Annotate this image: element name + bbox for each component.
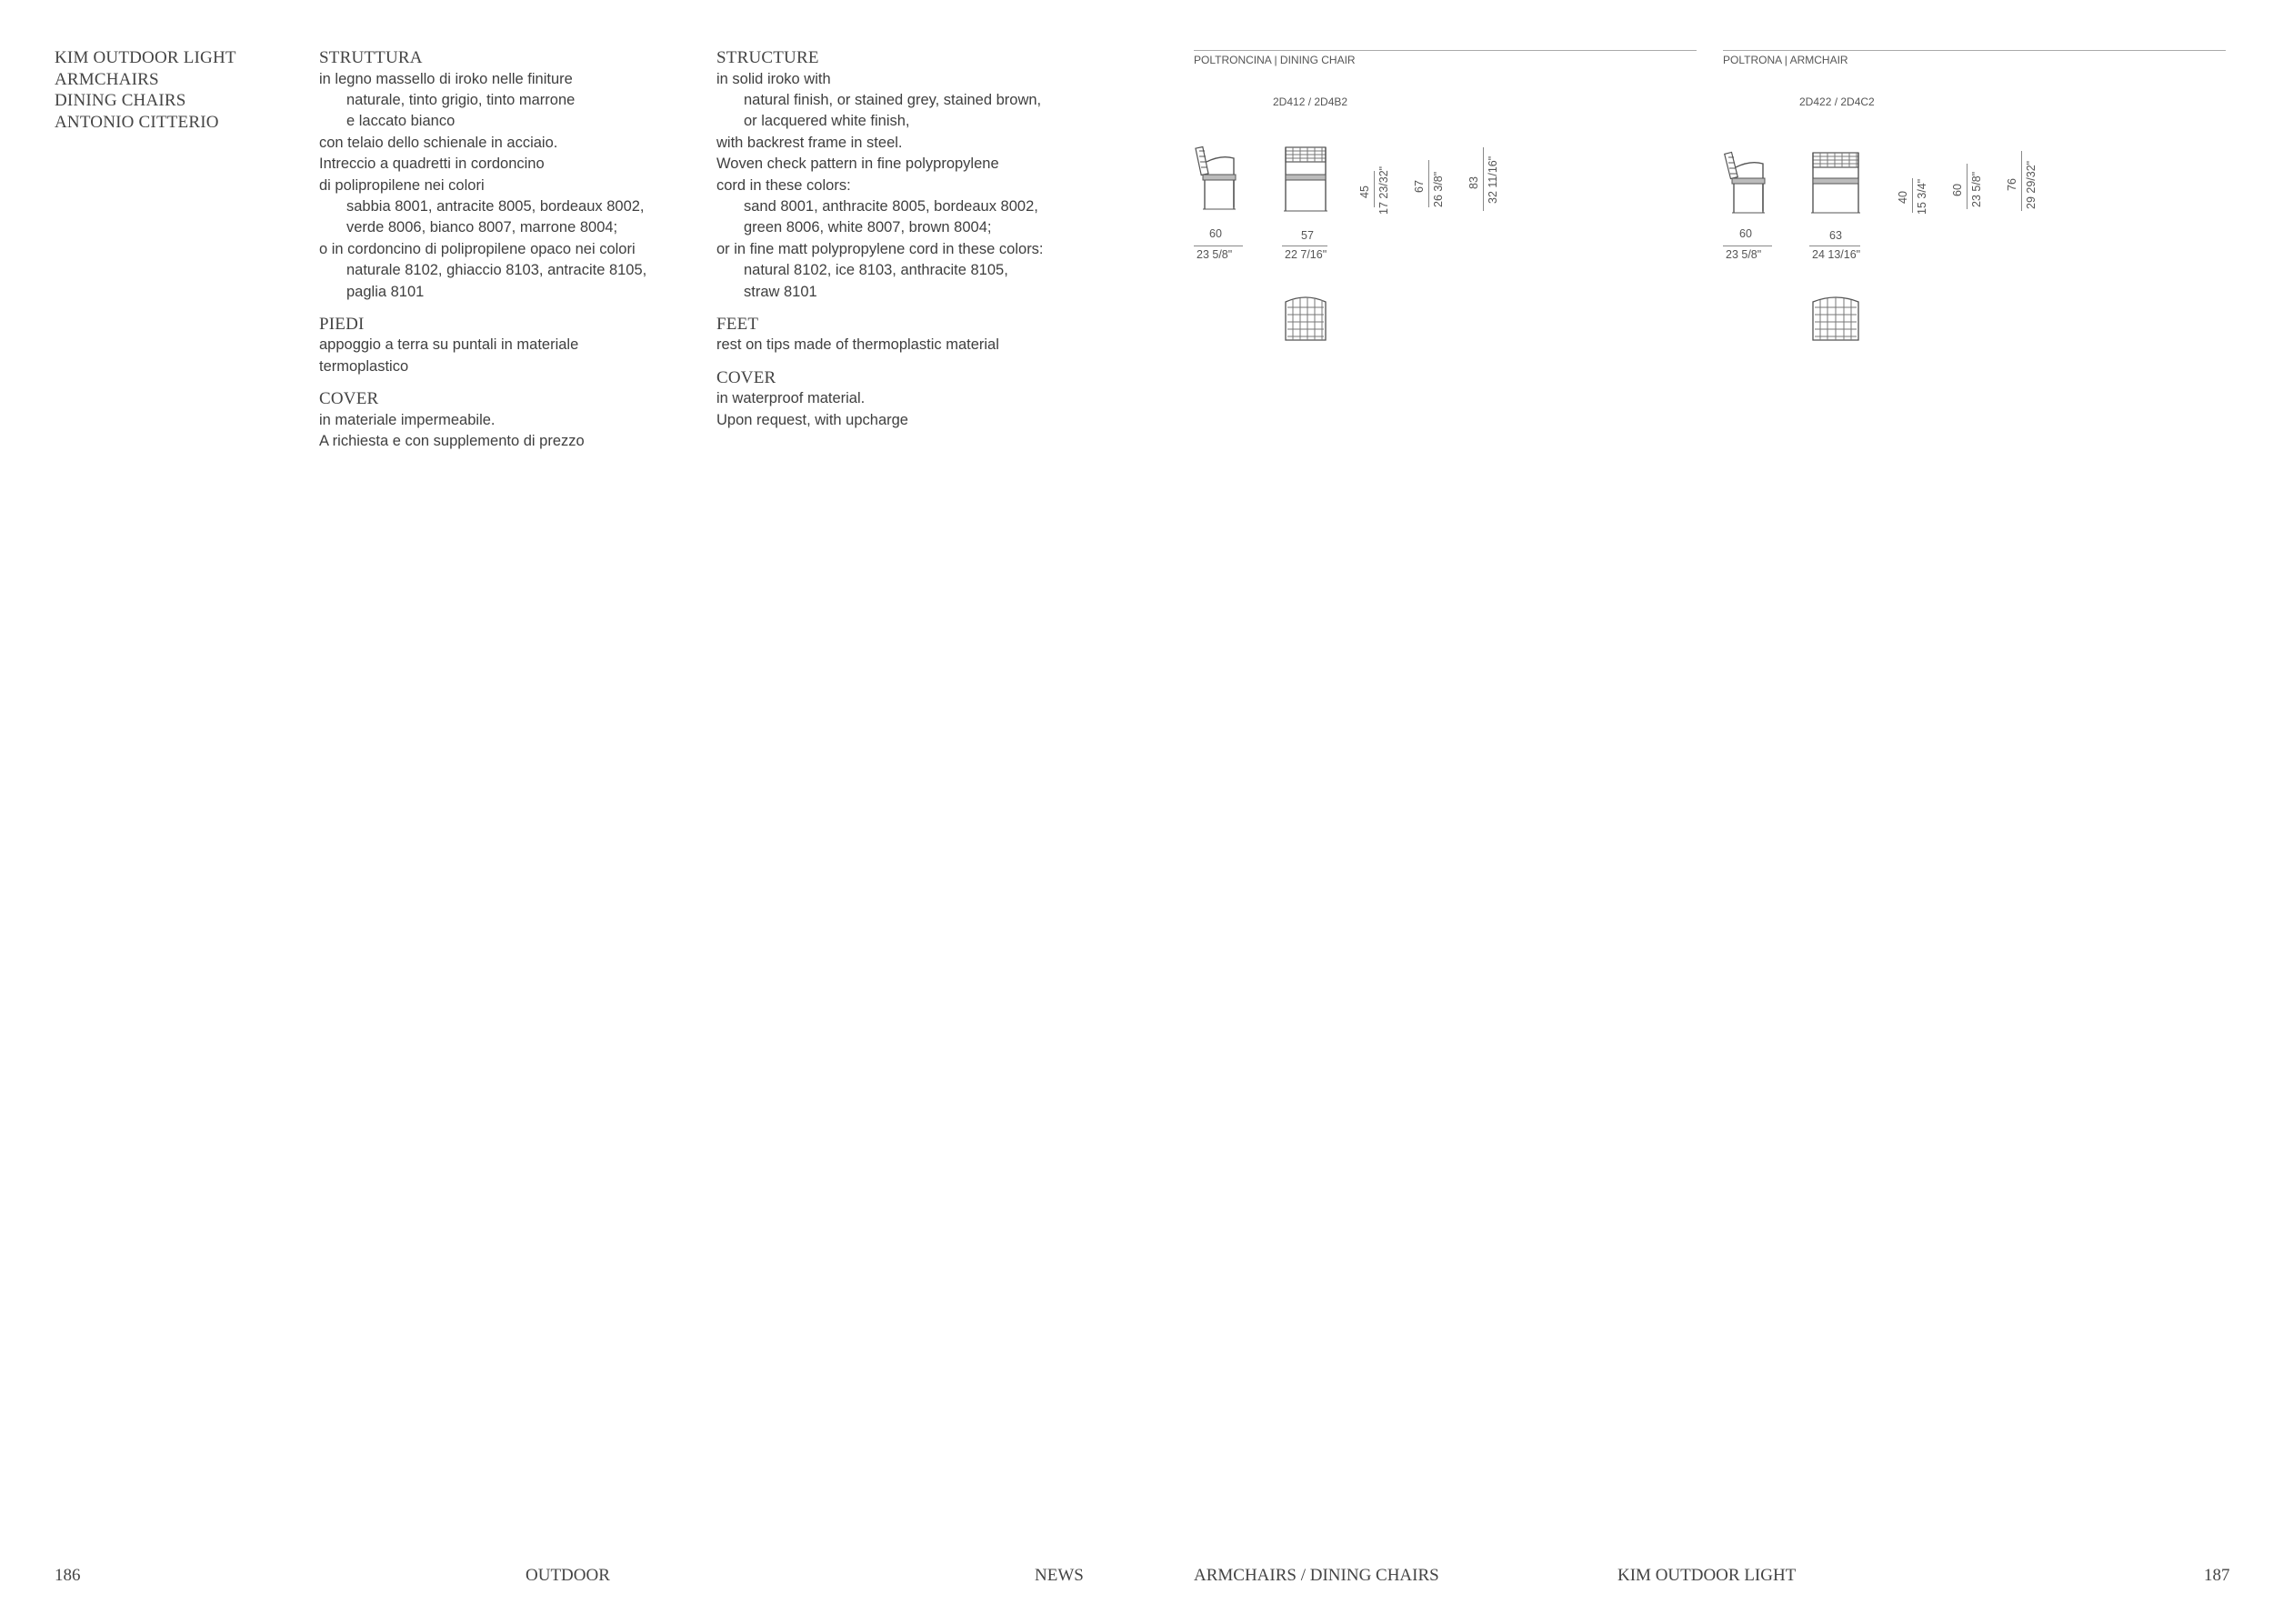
- dimension-line: [1374, 171, 1375, 207]
- section-rule: [1194, 50, 1697, 51]
- italian-spec-column: [319, 47, 646, 453]
- cover-text-en: [716, 388, 1044, 431]
- cover-line: in materiale impermeabile.: [319, 411, 496, 428]
- page-number-right: 187: [2204, 1566, 2230, 1585]
- page-number-left: 186: [55, 1566, 81, 1585]
- structure-line: Intreccio a quadretti in cordoncino: [319, 155, 545, 173]
- total-height-cm: 83: [1467, 176, 1480, 189]
- structure-heading-it: STRUTTURA: [319, 48, 423, 67]
- structure-line: o in cordoncino di polipropilene opaco nei colori: [319, 240, 636, 257]
- arm-height-in: 26 3/8": [1432, 171, 1445, 207]
- dimension-line: [1967, 164, 1968, 209]
- structure-line: e laccato bianco: [346, 113, 456, 130]
- title-line: ARMCHAIRS: [55, 69, 159, 89]
- dimension-line: [1483, 147, 1484, 211]
- structure-line: with backrest frame in steel.: [716, 134, 903, 151]
- structure-line: di polipropilene nei colori: [319, 176, 485, 194]
- chair-top-view: [1282, 293, 1329, 344]
- feet-line: termoplastico: [319, 357, 409, 375]
- seat-height-cm: 40: [1897, 191, 1909, 204]
- arm-height-in: 23 5/8": [1970, 171, 1983, 207]
- product-title: [55, 47, 236, 133]
- depth-in: 23 5/8": [1197, 248, 1233, 261]
- structure-heading-en: STRUCTURE: [716, 48, 819, 67]
- structure-line: naturale 8102, ghiaccio 8103, antracite 8105,: [346, 262, 647, 279]
- cover-line: in waterproof material.: [716, 390, 866, 407]
- structure-line: con telaio dello schienale in acciaio.: [319, 134, 558, 151]
- structure-line: cord in these colors:: [716, 176, 851, 194]
- footer-section: OUTDOOR: [526, 1566, 610, 1585]
- structure-line: naturale, tinto grigio, tinto marrone: [346, 91, 576, 108]
- cover-heading-en: COVER: [716, 367, 776, 387]
- width-in: 22 7/16": [1285, 248, 1327, 261]
- structure-line: in legno massello di iroko nelle finiture: [319, 70, 573, 87]
- feet-heading-en: FEET: [716, 314, 759, 334]
- total-height-in: 32 11/16": [1487, 155, 1499, 204]
- width-cm: 57: [1301, 229, 1314, 242]
- product-code: 2D422 / 2D4C2: [1799, 95, 1875, 108]
- width-cm: 63: [1829, 229, 1842, 242]
- feet-text-en: [716, 335, 1044, 356]
- chair-front-view: [1282, 144, 1329, 215]
- structure-line: Woven check pattern in fine polypropylene: [716, 155, 999, 173]
- armchair-side-view: [1723, 151, 1774, 216]
- seat-height-in: 17 23/32": [1377, 165, 1390, 215]
- structure-text-it: [319, 69, 646, 303]
- seat-height-in: 15 3/4": [1916, 178, 1928, 215]
- product-label: POLTRONA | ARMCHAIR: [1723, 54, 1848, 66]
- structure-line: natural finish, or stained grey, stained brown,: [744, 91, 1042, 108]
- arm-height-cm: 67: [1413, 180, 1426, 193]
- feet-heading-it: PIEDI: [319, 314, 365, 334]
- structure-line: straw 8101: [744, 283, 817, 300]
- structure-line: paglia 8101: [346, 283, 425, 300]
- feet-text-it: [319, 335, 646, 377]
- structure-line: or in fine matt polypropylene cord in these colors:: [716, 240, 1044, 257]
- total-height-cm: 76: [2006, 178, 2018, 191]
- cover-line: Upon request, with upcharge: [716, 411, 908, 428]
- structure-line: verde 8006, bianco 8007, marrone 8004;: [346, 219, 618, 236]
- title-line: ANTONIO CITTERIO: [55, 112, 219, 132]
- cover-line: A richiesta e con supplemento di prezzo: [319, 433, 585, 450]
- structure-text-en: [716, 69, 1044, 303]
- title-line: KIM OUTDOOR LIGHT: [55, 48, 236, 67]
- depth-cm: 60: [1209, 227, 1222, 240]
- structure-line: natural 8102, ice 8103, anthracite 8105,: [744, 262, 1008, 279]
- feet-line: rest on tips made of thermoplastic material: [716, 336, 999, 354]
- cover-text-it: [319, 410, 646, 453]
- feet-line: appoggio a terra su puntali in materiale: [319, 336, 579, 354]
- width-in: 24 13/16": [1812, 248, 1861, 261]
- structure-line: in solid iroko with: [716, 70, 831, 87]
- depth-in: 23 5/8": [1726, 248, 1762, 261]
- product-code: 2D412 / 2D4B2: [1273, 95, 1348, 108]
- structure-line: sabbia 8001, antracite 8005, bordeaux 8002,: [346, 197, 645, 215]
- section-rule: [1723, 50, 2226, 51]
- arm-height-cm: 60: [1951, 184, 1964, 196]
- armchair-front-view: [1809, 151, 1862, 216]
- cover-heading-it: COVER: [319, 389, 379, 409]
- footer-category: ARMCHAIRS / DINING CHAIRS: [1194, 1566, 1439, 1585]
- depth-cm: 60: [1739, 227, 1752, 240]
- seat-height-cm: 45: [1358, 185, 1371, 198]
- structure-line: or lacquered white finish,: [744, 113, 910, 130]
- dimension-line: [2021, 151, 2022, 211]
- chair-side-view: [1194, 144, 1245, 213]
- armchair-top-view: [1809, 293, 1862, 344]
- footer-news: NEWS: [1035, 1566, 1084, 1585]
- english-spec-column: [716, 47, 1044, 431]
- total-height-in: 29 29/32": [2025, 160, 2038, 209]
- product-label: POLTRONCINA | DINING CHAIR: [1194, 54, 1356, 66]
- title-line: DINING CHAIRS: [55, 91, 186, 110]
- structure-line: sand 8001, anthracite 8005, bordeaux 8002,: [744, 197, 1038, 215]
- structure-line: green 8006, white 8007, brown 8004;: [744, 219, 992, 236]
- dimension-line: [1428, 160, 1429, 207]
- dimension-line: [1912, 178, 1913, 213]
- footer-product: KIM OUTDOOR LIGHT: [1617, 1566, 1797, 1585]
